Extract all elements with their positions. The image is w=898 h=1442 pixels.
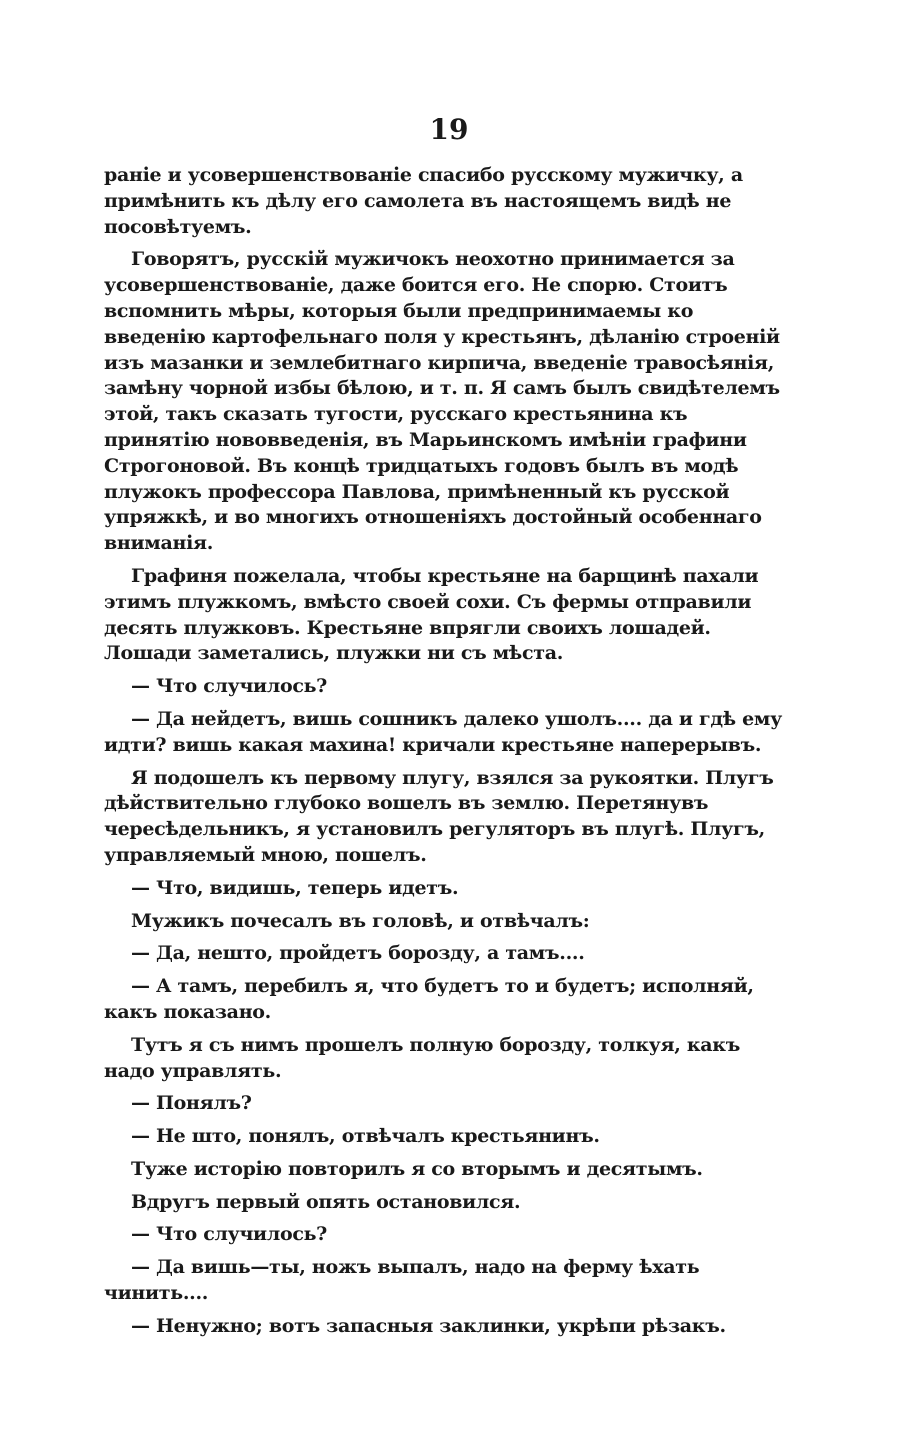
paragraph: Графиня пожелала, чтобы крестьяне на барщинѣ пахали этимъ плужкомъ, вмѣсто своей сохи. Съ фермы отправили десять плужковъ. Крестьяне впрягли своихъ лошадей. Лошади заметались, плужки ни съ мѣста. xyxy=(104,564,759,665)
paragraph: Я подошелъ къ первому плугу, взялся за рукоятки. Плугъ дѣйствительно глубоко вошелъ въ землю. Перетянувъ чересѣдельникъ, я установилъ регуляторъ въ плугѣ. Плугъ, управляемый мною, пошелъ. xyxy=(104,766,774,866)
page-number: 19 xyxy=(429,113,469,146)
paragraph: Мужикъ почесалъ въ головѣ, и отвѣчалъ: xyxy=(131,909,590,932)
paragraph: раніе и усовершенствованіе спасибо русскому мужичку, а примѣнить къ дѣлу его самолета въ настоящемъ видѣ не посовѣтуемъ. xyxy=(104,164,743,238)
paragraph: Туже исторію повторилъ я со вторымъ и десятымъ. xyxy=(131,1157,703,1180)
paragraph: Вдругъ первый опять остановился. xyxy=(131,1190,521,1213)
dialogue-line: — Понялъ? xyxy=(131,1092,252,1115)
dialogue-line: — Что случилось? xyxy=(131,675,328,698)
dialogue-line: — Что, видишь, теперь идетъ. xyxy=(131,876,459,899)
paragraph: Тутъ я съ нимъ прошелъ полную борозду, толкуя, какъ надо управлять. xyxy=(104,1033,740,1082)
paragraph: Говорятъ, русскій мужичокъ неохотно принимается за усовершенствованіе, даже боится его. Не спорю. Стоитъ вспомнить мѣры, которыя были предпринимаемы ко введенію картофельнаго поля у крестьянъ, дѣланію строеній изъ мазанки и землебитнаго кирпича, введеніе травосѣянія, замѣну чорной избы бѣлою, и т. п. Я самъ былъ свидѣтелемъ этой, такъ сказать тугости, русскаго крестьянина къ принятію нововведенія, въ Марьинскомъ имѣніи графини Строгоновой. Въ концѣ тридцатыхъ годовъ былъ въ модѣ плужокъ профессора Павлова, примѣненный къ русской упряжкѣ, и во многихъ отношеніяхъ достойный особеннаго вниманія. xyxy=(104,248,780,555)
dialogue-line: — Ненужно; вотъ запасныя заклинки, укрѣпи рѣзакъ. xyxy=(131,1314,726,1337)
page-text xyxy=(104,163,792,1340)
dialogue-line: — Да нейдетъ, вишь сошникъ далеко ушолъ.... да и гдѣ ему идти? вишь какая махина! кричали крестьяне наперерывъ. xyxy=(104,707,782,756)
dialogue-line: — Да, нешто, пройдетъ борозду, а тамъ.... xyxy=(131,942,585,965)
dialogue-line: — Да вишь—ты, ножъ выпалъ, надо на ферму ѣхать чинить.... xyxy=(104,1256,700,1305)
dialogue-line: — Что случилось? xyxy=(131,1223,328,1246)
dialogue-line: — Не што, понялъ, отвѣчалъ крестьянинъ. xyxy=(131,1125,600,1148)
dialogue-line: — А тамъ, перебилъ я, что будетъ то и будетъ; исполняй, какъ показано. xyxy=(104,975,754,1023)
